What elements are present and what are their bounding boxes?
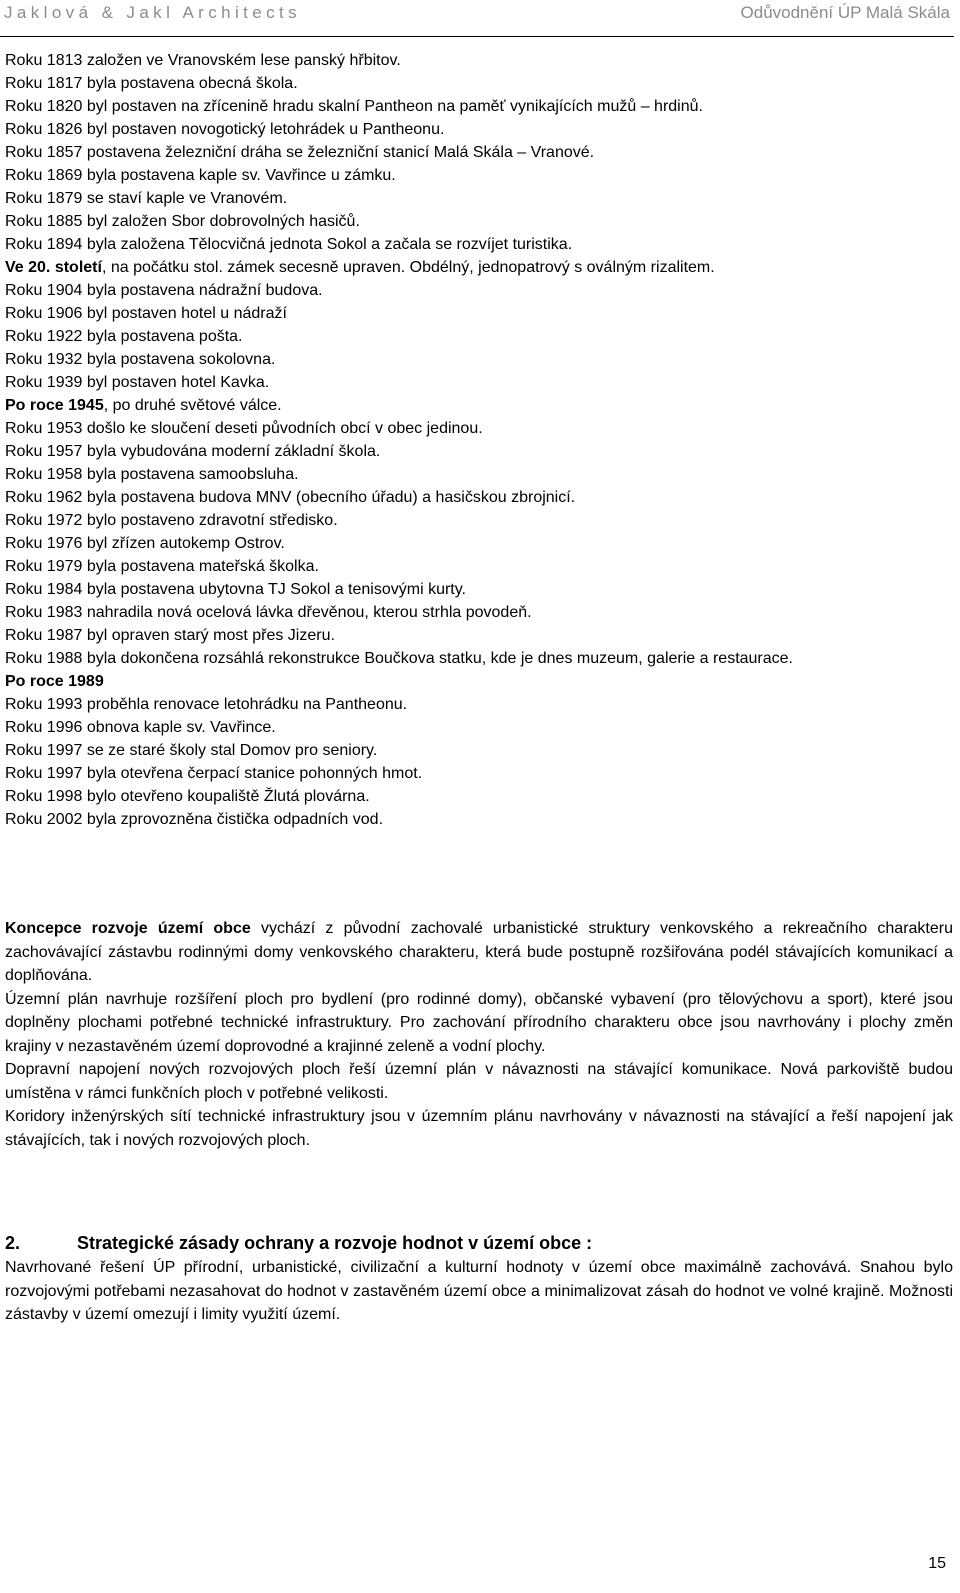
timeline-entry: Roku 1976 byl zřízen autokemp Ostrov.: [5, 535, 285, 552]
timeline-entry: Roku 1879 se staví kaple ve Vranovém.: [5, 190, 288, 207]
timeline-entry: Roku 1988 byla dokončena rozsáhlá rekonstrukce Boučkova statku, kde je dnes muzeum, galerie a restaurace.: [5, 650, 793, 667]
timeline-entry-text: , na počátku stol. zámek secesně upraven. Obdélný, jednopatrový s oválným rizalitem.: [101, 259, 715, 276]
concept-paragraph: Územní plán navrhuje rozšíření ploch pro bydlení (pro rodinné domy), občanské vybavení (pro tělovýchovu a sport), které jsou doplněny plochami potřebné technické infrastruktury. Pro zachování přírodního charakteru obce jsou navrhovány i plochy změn krajiny v nezastavěném území doprovodné a krajinné zeleně a vodní plochy.: [5, 990, 953, 1055]
timeline-entry: Roku 1826 byl postaven novogotický letohrádek u Pantheonu.: [5, 121, 445, 138]
timeline-entry: Roku 1820 byl postaven na zřícenině hradu skalní Pantheon na paměť vynikajících mužů – hrdinů.: [5, 98, 703, 115]
timeline-entry: Roku 1939 byl postaven hotel Kavka.: [5, 374, 270, 391]
timeline-entry: Roku 1972 bylo postaveno zdravotní středisko.: [5, 512, 338, 529]
section-body: Navrhované řešení ÚP přírodní, urbanistické, civilizační a kulturní hodnoty v území obce maximálně zachovává. Snahou bylo rozvojovými potřebami nezasahovat do hodnot v zastavěném území obce a minimalizovat zásah do hodnot ve volné krajině. Možnosti zástavby v území omezují i limity využití území.: [5, 1259, 953, 1323]
page-number: 15: [928, 1555, 946, 1572]
timeline-entry: Roku 1904 byla postavena nádražní budova.: [5, 282, 323, 299]
timeline-entry: Roku 1998 bylo otevřeno koupaliště Žlutá plovárna.: [5, 788, 370, 805]
timeline-entry: Roku 2002 byla zprovozněna čistička odpadních vod.: [5, 811, 384, 828]
timeline-entry: Roku 1996 obnova kaple sv. Vavřince.: [5, 719, 276, 736]
concept-text: vychází z původní zachovalé urbanistické struktury venkovského a rekreačního charakteru zachovávající zástavbu rodinnými domy venkovského charakteru, která bude postupně rozšiřována podél stávajících komunikací a doplňována.: [5, 920, 953, 984]
header-document-title: Odůvodnění ÚP Malá Skála: [740, 3, 950, 22]
timeline-entry: Roku 1983 nahradila nová ocelová lávka dřevěnou, kterou strhla povodeň.: [5, 604, 532, 621]
timeline-entry-text: , po druhé světové válce.: [103, 397, 282, 414]
timeline-entry: [5, 394, 955, 417]
timeline-entry: Roku 1813 založen ve Vranovském lese panský hřbitov.: [5, 52, 401, 69]
concept-paragraph: [5, 917, 953, 988]
section-number: 2.: [5, 1233, 21, 1253]
section-title: Strategické zásady ochrany a rozvoje hodnot v území obce :: [77, 1233, 593, 1253]
timeline-entry: [5, 670, 955, 693]
section-heading: [5, 1231, 953, 1255]
timeline-entry: Roku 1857 postavena železniční dráha se železniční stanicí Malá Skála – Vranové.: [5, 144, 595, 161]
timeline-entry: Roku 1997 se ze staré školy stal Domov pro seniory.: [5, 742, 378, 759]
page-header: [0, 0, 954, 37]
timeline-entry-bold: Po roce 1989: [5, 673, 104, 690]
timeline-entry: Roku 1869 byla postavena kaple sv. Vavřince u zámku.: [5, 167, 396, 184]
header-author: Jaklová & Jakl Architects: [4, 3, 302, 22]
timeline-entry: [5, 256, 955, 279]
timeline-entry: Roku 1993 proběhla renovace letohrádku na Pantheonu.: [5, 696, 408, 713]
timeline-entry-bold: Ve 20. století: [5, 259, 102, 276]
section-strategic-principles: [5, 1231, 953, 1327]
timeline-entry: Roku 1979 byla postavena mateřská školka.: [5, 558, 319, 575]
timeline-entry: Roku 1997 byla otevřena čerpací stanice pohonných hmot.: [5, 765, 423, 782]
timeline-entry: Roku 1932 byla postavena sokolovna.: [5, 351, 276, 368]
timeline-entry: Roku 1957 byla vybudována moderní základní škola.: [5, 443, 381, 460]
concept-paragraph: Dopravní napojení nových rozvojových ploch řeší územní plán v návaznosti na stávající komunikace. Nová parkoviště budou umístěna v rámci funkčních ploch v potřebné velikosti.: [5, 1061, 953, 1102]
timeline-entry: Roku 1894 byla založena Tělocvičná jednota Sokol a začala se rozvíjet turistika.: [5, 236, 573, 253]
timeline-entry: Roku 1962 byla postavena budova MNV (obecního úřadu) a hasičskou zbrojnicí.: [5, 489, 576, 506]
history-timeline: [5, 49, 955, 831]
timeline-entry: Roku 1984 byla postavena ubytovna TJ Sokol a tenisovými kurty.: [5, 581, 466, 598]
development-concept: [5, 917, 953, 1152]
timeline-entry: Roku 1817 byla postavena obecná škola.: [5, 75, 298, 92]
timeline-entry: Roku 1987 byl opraven starý most přes Jizeru.: [5, 627, 335, 644]
timeline-entry-bold: Po roce 1945: [5, 397, 104, 414]
concept-heading: Koncepce rozvoje území obce: [5, 920, 251, 937]
timeline-entry: Roku 1885 byl založen Sbor dobrovolných hasičů.: [5, 213, 360, 230]
timeline-entry: Roku 1953 došlo ke sloučení deseti původních obcí v obec jedinou.: [5, 420, 483, 437]
timeline-entry: Roku 1922 byla postavena pošta.: [5, 328, 243, 345]
timeline-entry: Roku 1958 byla postavena samoobsluha.: [5, 466, 299, 483]
concept-paragraph: Koridory inženýrských sítí technické infrastruktury jsou v územním plánu navrhovány v návaznosti na stávající a řeší napojení jak stávajících, tak i nových rozvojových ploch.: [5, 1108, 953, 1149]
timeline-entry: Roku 1906 byl postaven hotel u nádraží: [5, 305, 287, 322]
